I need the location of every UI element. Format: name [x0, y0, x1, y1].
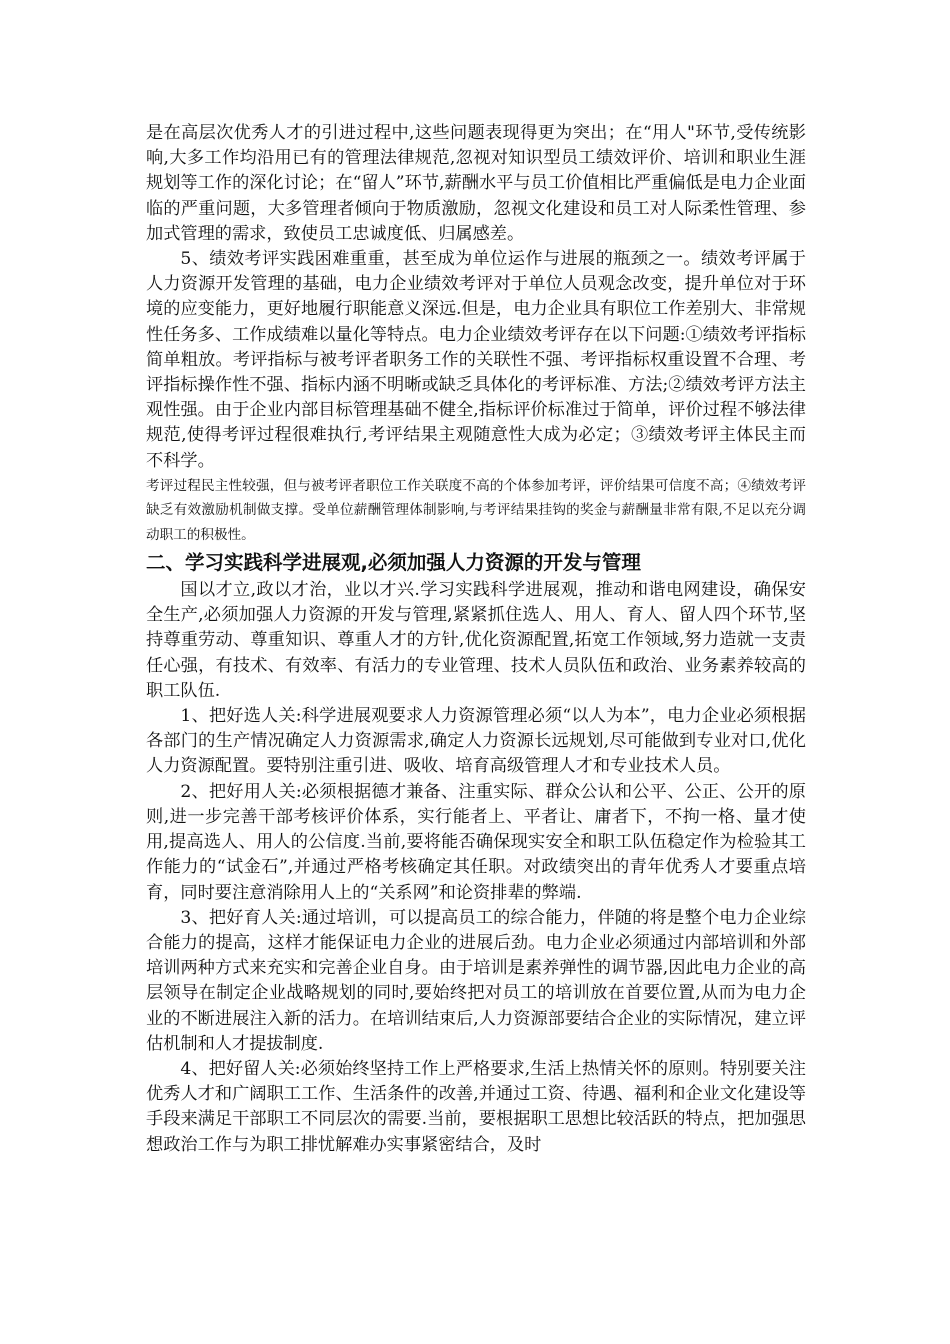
section-intro-paragraph: 国以才立,政以才治，业以才兴.学习实践科学进展观，推动和谐电网建设，确保安全生产,必须加强人力资源的开发与管理,紧紧抓住选人、用人、育人、留人四个环节,坚持尊重劳动、尊重知识、尊重人才的方针,优化资源配置,拓宽工作领域,努力造就一支责任心强，有技术、有效率、有活力的专业管理、技术人员队伍和政治、业务素养较高的职工队伍.	[146, 580, 806, 701]
item-1-paragraph: 1、把好选人关:科学进展观要求人力资源管理必须“以人为本”，电力企业必须根据各部门的生产情况确定人力资源需求,确定人力资源长远规划,尽可能做到专业对口,优化人力资源配置。要特别注重引进、吸收、培育高级管理人才和专业技术人员。	[146, 706, 806, 777]
item-3-paragraph: 3、把好育人关:通过培训，可以提高员工的综合能力，伴随的将是整个电力企业综合能力的提高，这样才能保证电力企业的进展后劲。电力企业必须通过内部培训和外部培训两种方式来充实和完善企业自身。由于培训是素养弹性的调节器,因此电力企业的高层领导在制定企业战略规划的同时,要始终把对员工的培训放在首要位置,从而为电力企业的不断进展注入新的活力。在培训结束后,人力资源部要结合企业的实际情况，建立评估机制和人才提拔制度.	[146, 907, 806, 1054]
item-2-paragraph: 2、把好用人关:必须根据德才兼备、注重实际、群众公认和公平、公正、公开的原则,进一步完善干部考核评价体系，实行能者上、平者让、庸者下，不拘一格、量才使用,提高选人、用人的公信度.当前,要将能否确保现实安全和职工队伍稳定作为检验其工作能力的“试金石”,并通过严格考核确定其任职。对政绩突出的青年优秀人才要重点培育，同时要注意消除用人上的“关系网”和论资排辈的弊端.	[146, 781, 806, 903]
paragraph-continued: 是在高层次优秀人才的引进过程中,这些问题表现得更为突出；在“用人"环节,受传统影响,大多工作均沿用已有的管理法律规范,忽视对知识型员工绩效评价、培训和职业生涯规划等工作的深化讨论；在“留人”环节,薪酬水平与员工价值相比严重偏低是电力企业面临的严重问题，大多管理者倾向于物质激励，忽视文化建设和员工对人际柔性管理、参加式管理的需求，致使员工忠诚度低、归属感差。	[146, 123, 806, 244]
section-heading-2: 二、学习实践科学进展观,必须加强人力资源的开发与管理	[146, 551, 641, 575]
item-4-paragraph: 4、把好留人关:必须始终坚持工作上严格要求,生活上热情关怀的原则。特别要关注优秀人才和广阔职工工作、生活条件的改善,并通过工资、待遇、福利和企业文化建设等手段来满足干部职工不同层次的需要.当前，要根据职工思想比较活跃的特点，把加强思想政治工作与为职工排忧解难办实事紧密结合，及时	[146, 1058, 806, 1155]
paragraph-5-small-print: 考评过程民主性较强，但与被考评者职位工作关联度不高的个体参加考评，评价结果可信度不高；④绩效考评缺乏有效激励机制做支撑。受单位薪酬管理体制影响,与考评结果挂钩的奖金与薪酬量非常有限,不足以充分调动职工的积极性。	[146, 477, 806, 543]
paragraph-5: 5、绩效考评实践困难重重，甚至成为单位运作与进展的瓶颈之一。绩效考评属于人力资源开发管理的基础，电力企业绩效考评对于单位人员观念改变，提升单位对于环境的应变能力，更好地履行职能意义深远.但是，电力企业具有职位工作差别大、非常规性任务多、工作成绩难以量化等特点。电力企业绩效考评存在以下问题:①绩效考评指标简单粗放。考评指标与被考评者职务工作的关联性不强、考评指标权重设置不合理、考评指标操作性不强、指标内涵不明晰或缺乏具体化的考评标准、方法;②绩效考评方法主观性强。由于企业内部目标管理基础不健全,指标评价标准过于简单，评价过程不够法律规范,使得考评过程很难执行,考评结果主观随意性大成为必定；③绩效考评主体民主而不科学。	[146, 249, 806, 471]
document-body	[146, 121, 806, 1158]
